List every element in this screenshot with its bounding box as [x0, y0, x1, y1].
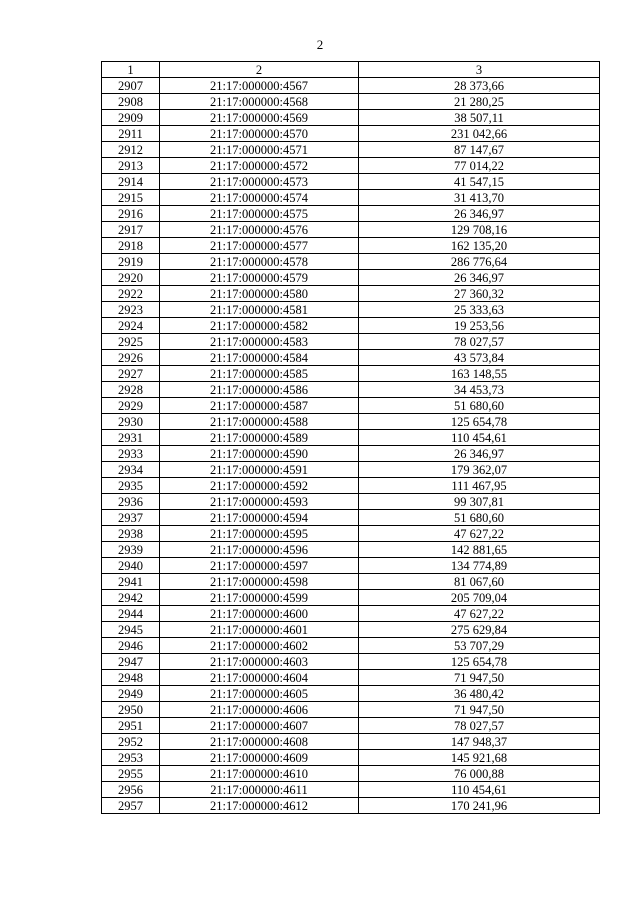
table-row — [102, 766, 600, 782]
table-header — [102, 62, 600, 78]
value-cell: 41 547,15 — [359, 174, 600, 190]
cadastral-number-cell: 21:17:000000:4571 — [160, 142, 359, 158]
value-cell: 147 948,37 — [359, 734, 600, 750]
table-row — [102, 638, 600, 654]
row-number-cell: 2907 — [102, 78, 160, 94]
value-cell: 111 467,95 — [359, 478, 600, 494]
value-cell: 71 947,50 — [359, 670, 600, 686]
row-number-cell: 2920 — [102, 270, 160, 286]
table-row — [102, 254, 600, 270]
value-cell: 205 709,04 — [359, 590, 600, 606]
cadastral-number-cell: 21:17:000000:4580 — [160, 286, 359, 302]
cadastral-number-cell: 21:17:000000:4575 — [160, 206, 359, 222]
column-header-1: 1 — [102, 62, 160, 78]
row-number-cell: 2941 — [102, 574, 160, 590]
table-row — [102, 302, 600, 318]
row-number-cell: 2915 — [102, 190, 160, 206]
value-cell: 145 921,68 — [359, 750, 600, 766]
table-row — [102, 798, 600, 814]
row-number-cell: 2957 — [102, 798, 160, 814]
cadastral-number-cell: 21:17:000000:4587 — [160, 398, 359, 414]
row-number-cell: 2934 — [102, 462, 160, 478]
value-cell: 162 135,20 — [359, 238, 600, 254]
value-cell: 71 947,50 — [359, 702, 600, 718]
value-cell: 179 362,07 — [359, 462, 600, 478]
value-cell: 163 148,55 — [359, 366, 600, 382]
cadastral-number-cell: 21:17:000000:4604 — [160, 670, 359, 686]
table-row — [102, 750, 600, 766]
value-cell: 28 373,66 — [359, 78, 600, 94]
table-row — [102, 686, 600, 702]
row-number-cell: 2939 — [102, 542, 160, 558]
row-number-cell: 2930 — [102, 414, 160, 430]
cadastral-number-cell: 21:17:000000:4593 — [160, 494, 359, 510]
value-cell: 25 333,63 — [359, 302, 600, 318]
row-number-cell: 2931 — [102, 430, 160, 446]
table-row — [102, 158, 600, 174]
table-row — [102, 238, 600, 254]
value-cell: 47 627,22 — [359, 606, 600, 622]
value-cell: 125 654,78 — [359, 654, 600, 670]
value-cell: 26 346,97 — [359, 446, 600, 462]
row-number-cell: 2933 — [102, 446, 160, 462]
row-number-cell: 2918 — [102, 238, 160, 254]
value-cell: 47 627,22 — [359, 526, 600, 542]
row-number-cell: 2945 — [102, 622, 160, 638]
table-row — [102, 654, 600, 670]
table-row — [102, 78, 600, 94]
value-cell: 286 776,64 — [359, 254, 600, 270]
table-row — [102, 590, 600, 606]
table-row — [102, 702, 600, 718]
row-number-cell: 2919 — [102, 254, 160, 270]
row-number-cell: 2947 — [102, 654, 160, 670]
value-cell: 125 654,78 — [359, 414, 600, 430]
cadastral-number-cell: 21:17:000000:4592 — [160, 478, 359, 494]
row-number-cell: 2923 — [102, 302, 160, 318]
value-cell: 110 454,61 — [359, 430, 600, 446]
cadastral-number-cell: 21:17:000000:4585 — [160, 366, 359, 382]
column-header-3: 3 — [359, 62, 600, 78]
row-number-cell: 2927 — [102, 366, 160, 382]
cadastral-number-cell: 21:17:000000:4573 — [160, 174, 359, 190]
row-number-cell: 2944 — [102, 606, 160, 622]
value-cell: 31 413,70 — [359, 190, 600, 206]
cadastral-number-cell: 21:17:000000:4598 — [160, 574, 359, 590]
row-number-cell: 2936 — [102, 494, 160, 510]
cadastral-number-cell: 21:17:000000:4589 — [160, 430, 359, 446]
row-number-cell: 2916 — [102, 206, 160, 222]
table-row — [102, 110, 600, 126]
table-row — [102, 670, 600, 686]
table-row — [102, 366, 600, 382]
row-number-cell: 2938 — [102, 526, 160, 542]
cadastral-number-cell: 21:17:000000:4584 — [160, 350, 359, 366]
value-cell: 51 680,60 — [359, 510, 600, 526]
value-cell: 110 454,61 — [359, 782, 600, 798]
value-cell: 142 881,65 — [359, 542, 600, 558]
row-number-cell: 2946 — [102, 638, 160, 654]
table-row — [102, 222, 600, 238]
cadastral-number-cell: 21:17:000000:4577 — [160, 238, 359, 254]
cadastral-number-cell: 21:17:000000:4612 — [160, 798, 359, 814]
value-cell: 51 680,60 — [359, 398, 600, 414]
value-cell: 275 629,84 — [359, 622, 600, 638]
cadastral-number-cell: 21:17:000000:4586 — [160, 382, 359, 398]
row-number-cell: 2952 — [102, 734, 160, 750]
cadastral-number-cell: 21:17:000000:4578 — [160, 254, 359, 270]
row-number-cell: 2949 — [102, 686, 160, 702]
table-row — [102, 334, 600, 350]
value-cell: 87 147,67 — [359, 142, 600, 158]
value-cell: 170 241,96 — [359, 798, 600, 814]
row-number-cell: 2928 — [102, 382, 160, 398]
table-row — [102, 270, 600, 286]
table-row — [102, 782, 600, 798]
table-row — [102, 606, 600, 622]
value-cell: 36 480,42 — [359, 686, 600, 702]
column-header-2: 2 — [160, 62, 359, 78]
row-number-cell: 2955 — [102, 766, 160, 782]
table-row — [102, 510, 600, 526]
table-row — [102, 318, 600, 334]
table-body — [102, 78, 600, 814]
cadastral-number-cell: 21:17:000000:4602 — [160, 638, 359, 654]
table-row — [102, 126, 600, 142]
table-row — [102, 574, 600, 590]
value-cell: 99 307,81 — [359, 494, 600, 510]
cadastral-number-cell: 21:17:000000:4596 — [160, 542, 359, 558]
value-cell: 19 253,56 — [359, 318, 600, 334]
table-row — [102, 478, 600, 494]
cadastral-number-cell: 21:17:000000:4606 — [160, 702, 359, 718]
row-number-cell: 2911 — [102, 126, 160, 142]
table-row — [102, 446, 600, 462]
cadastral-number-cell: 21:17:000000:4567 — [160, 78, 359, 94]
row-number-cell: 2913 — [102, 158, 160, 174]
value-cell: 34 453,73 — [359, 382, 600, 398]
row-number-cell: 2942 — [102, 590, 160, 606]
value-cell: 43 573,84 — [359, 350, 600, 366]
value-cell: 26 346,97 — [359, 206, 600, 222]
table-row — [102, 190, 600, 206]
row-number-cell: 2924 — [102, 318, 160, 334]
table-row — [102, 542, 600, 558]
cadastral-number-cell: 21:17:000000:4610 — [160, 766, 359, 782]
cadastral-number-cell: 21:17:000000:4599 — [160, 590, 359, 606]
row-number-cell: 2909 — [102, 110, 160, 126]
table-row — [102, 558, 600, 574]
value-cell: 78 027,57 — [359, 718, 600, 734]
value-cell: 78 027,57 — [359, 334, 600, 350]
row-number-cell: 2922 — [102, 286, 160, 302]
value-cell: 231 042,66 — [359, 126, 600, 142]
value-cell: 21 280,25 — [359, 94, 600, 110]
row-number-cell: 2912 — [102, 142, 160, 158]
cadastral-number-cell: 21:17:000000:4568 — [160, 94, 359, 110]
table-row — [102, 622, 600, 638]
value-cell: 53 707,29 — [359, 638, 600, 654]
cadastral-number-cell: 21:17:000000:4581 — [160, 302, 359, 318]
row-number-cell: 2917 — [102, 222, 160, 238]
cadastral-number-cell: 21:17:000000:4574 — [160, 190, 359, 206]
cadastral-number-cell: 21:17:000000:4570 — [160, 126, 359, 142]
cadastral-number-cell: 21:17:000000:4579 — [160, 270, 359, 286]
row-number-cell: 2953 — [102, 750, 160, 766]
cadastral-number-cell: 21:17:000000:4594 — [160, 510, 359, 526]
row-number-cell: 2956 — [102, 782, 160, 798]
cadastral-number-cell: 21:17:000000:4609 — [160, 750, 359, 766]
value-cell: 27 360,32 — [359, 286, 600, 302]
value-cell: 129 708,16 — [359, 222, 600, 238]
cadastral-number-cell: 21:17:000000:4600 — [160, 606, 359, 622]
header-row — [102, 62, 600, 78]
cadastral-number-cell: 21:17:000000:4569 — [160, 110, 359, 126]
row-number-cell: 2935 — [102, 478, 160, 494]
cadastral-number-cell: 21:17:000000:4583 — [160, 334, 359, 350]
value-cell: 38 507,11 — [359, 110, 600, 126]
table-row — [102, 94, 600, 110]
cadastral-number-cell: 21:17:000000:4595 — [160, 526, 359, 542]
table-row — [102, 174, 600, 190]
cadastral-number-cell: 21:17:000000:4591 — [160, 462, 359, 478]
cadastral-number-cell: 21:17:000000:4576 — [160, 222, 359, 238]
table-row — [102, 142, 600, 158]
cadastral-number-cell: 21:17:000000:4582 — [160, 318, 359, 334]
row-number-cell: 2940 — [102, 558, 160, 574]
row-number-cell: 2948 — [102, 670, 160, 686]
table-row — [102, 734, 600, 750]
table-row — [102, 718, 600, 734]
cadastral-number-cell: 21:17:000000:4588 — [160, 414, 359, 430]
row-number-cell: 2926 — [102, 350, 160, 366]
table-row — [102, 414, 600, 430]
cadastral-number-cell: 21:17:000000:4572 — [160, 158, 359, 174]
value-cell: 26 346,97 — [359, 270, 600, 286]
table-row — [102, 350, 600, 366]
table-row — [102, 398, 600, 414]
row-number-cell: 2929 — [102, 398, 160, 414]
row-number-cell: 2950 — [102, 702, 160, 718]
cadastral-number-cell: 21:17:000000:4605 — [160, 686, 359, 702]
table-row — [102, 494, 600, 510]
row-number-cell: 2937 — [102, 510, 160, 526]
row-number-cell: 2908 — [102, 94, 160, 110]
row-number-cell: 2914 — [102, 174, 160, 190]
table-row — [102, 382, 600, 398]
page-number: 2 — [316, 37, 324, 52]
value-cell: 77 014,22 — [359, 158, 600, 174]
cadastral-number-cell: 21:17:000000:4601 — [160, 622, 359, 638]
cadastral-number-cell: 21:17:000000:4590 — [160, 446, 359, 462]
value-cell: 81 067,60 — [359, 574, 600, 590]
row-number-cell: 2951 — [102, 718, 160, 734]
table-row — [102, 286, 600, 302]
value-cell: 134 774,89 — [359, 558, 600, 574]
cadastral-number-cell: 21:17:000000:4608 — [160, 734, 359, 750]
cadastral-number-cell: 21:17:000000:4611 — [160, 782, 359, 798]
value-cell: 76 000,88 — [359, 766, 600, 782]
table-row — [102, 430, 600, 446]
cadastral-number-cell: 21:17:000000:4607 — [160, 718, 359, 734]
table-row — [102, 462, 600, 478]
table-row — [102, 526, 600, 542]
cadastral-number-cell: 21:17:000000:4603 — [160, 654, 359, 670]
table-row — [102, 206, 600, 222]
cadastral-number-cell: 21:17:000000:4597 — [160, 558, 359, 574]
row-number-cell: 2925 — [102, 334, 160, 350]
data-table — [101, 61, 600, 814]
